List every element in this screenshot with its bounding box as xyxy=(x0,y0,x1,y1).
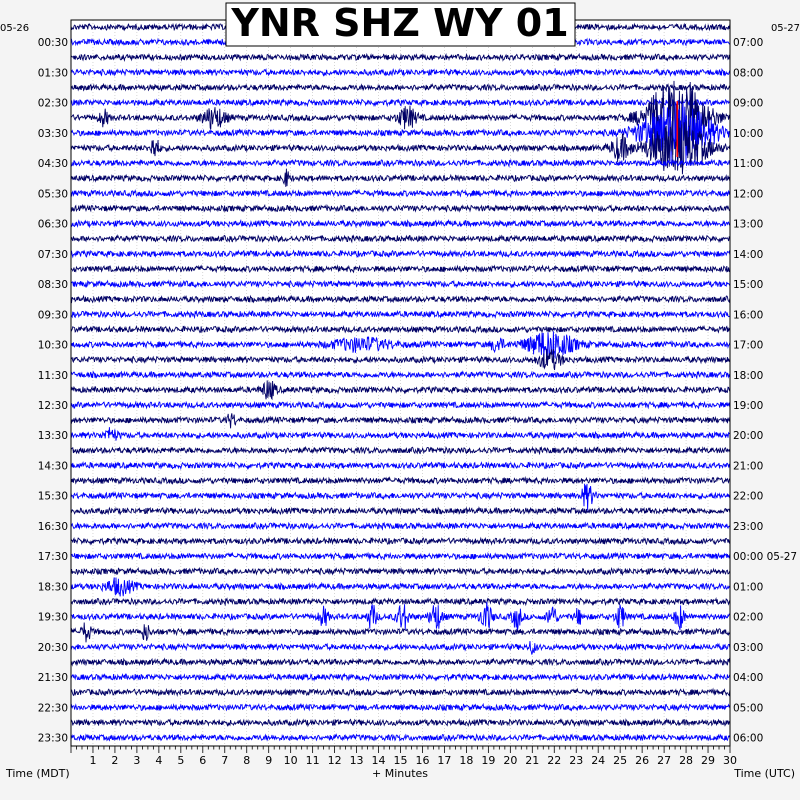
x-tick-label: 8 xyxy=(243,754,251,767)
x-tick-label: 10 xyxy=(283,754,298,767)
x-tick-label: 9 xyxy=(265,754,273,767)
right-time-label: 08:00 xyxy=(733,67,764,80)
left-time-label: 23:30 xyxy=(37,732,68,745)
x-tick-label: 29 xyxy=(701,754,716,767)
right-time-label: 06:00 xyxy=(733,732,764,745)
right-time-label: 19:00 xyxy=(733,400,764,412)
left-time-label: 16:30 xyxy=(37,520,68,533)
right-time-label: 23:00 xyxy=(733,520,764,533)
right-time-label: 11:00 xyxy=(733,158,764,171)
right-axis-title: Time (UTC) xyxy=(734,767,795,780)
x-tick-label: 15 xyxy=(393,754,408,767)
left-time-label: 01:30 xyxy=(37,67,68,80)
x-tick-label: 3 xyxy=(133,754,141,767)
x-tick-label: 14 xyxy=(371,754,386,767)
left-time-label: 03:30 xyxy=(37,127,68,140)
left-time-label: 14:30 xyxy=(37,460,68,473)
x-tick-label: 1 xyxy=(89,754,97,767)
left-time-label: 18:30 xyxy=(37,581,68,594)
right-time-label: 13:00 xyxy=(733,218,764,231)
x-tick-label: 13 xyxy=(349,754,364,767)
x-tick-label: 12 xyxy=(327,754,342,767)
left-axis-title: Time (MDT) xyxy=(6,767,70,780)
right-time-label: 22:00 xyxy=(733,490,764,503)
left-time-label: 11:30 xyxy=(37,369,68,382)
right-time-label: 02:00 xyxy=(733,611,764,624)
right-time-label: 07:00 xyxy=(733,37,764,50)
right-time-label: 18:00 xyxy=(733,369,764,382)
x-tick-label: 30 xyxy=(723,754,737,767)
right-time-label: 14:00 xyxy=(733,248,764,261)
x-tick-label: 22 xyxy=(547,754,562,767)
x-tick-label: 28 xyxy=(679,754,694,767)
left-time-label: 04:30 xyxy=(37,158,68,171)
left-time-label: 06:30 xyxy=(37,218,68,231)
x-tick-label: 26 xyxy=(635,754,650,767)
x-tick-label: 2 xyxy=(111,754,119,767)
left-time-label: 12:30 xyxy=(37,400,68,412)
x-tick-label: 18 xyxy=(459,754,474,767)
left-time-label: 13:30 xyxy=(37,430,68,443)
x-tick-label: 17 xyxy=(437,754,452,767)
left-time-label: 20:30 xyxy=(37,641,68,654)
right-time-label: 09:00 xyxy=(733,97,764,110)
right-time-label: 17:00 xyxy=(733,339,764,352)
left-date-label: 05-26 xyxy=(0,23,30,34)
left-time-label: 21:30 xyxy=(37,672,68,685)
right-time-label: 00:00 05-27 xyxy=(733,551,798,564)
x-tick-label: 25 xyxy=(613,754,628,767)
left-time-label: 02:30 xyxy=(37,97,68,110)
x-axis-title: + Minutes xyxy=(371,767,429,780)
left-time-label: 09:30 xyxy=(37,309,68,322)
right-time-label: 12:00 xyxy=(733,188,764,201)
right-time-label: 20:00 xyxy=(733,430,764,443)
left-time-label: 22:30 xyxy=(37,702,68,715)
right-date-label: 05-27 xyxy=(770,23,800,34)
x-tick-label: 20 xyxy=(503,754,518,767)
left-time-label: 19:30 xyxy=(37,611,68,624)
x-tick-label: 4 xyxy=(155,754,163,767)
right-time-label: 04:00 xyxy=(733,672,764,685)
x-tick-label: 6 xyxy=(199,754,207,767)
x-tick-label: 11 xyxy=(305,754,320,767)
right-time-label: 10:00 xyxy=(733,127,764,140)
x-tick-label: 7 xyxy=(221,754,229,767)
x-tick-label: 24 xyxy=(591,754,606,767)
right-time-label: 05:00 xyxy=(733,702,764,715)
x-tick-label: 19 xyxy=(481,754,496,767)
right-time-label: 03:00 xyxy=(733,641,764,654)
left-time-label: 17:30 xyxy=(37,551,68,564)
x-tick-label: 5 xyxy=(177,754,185,767)
right-time-label: 21:00 xyxy=(733,460,764,473)
chart-title: YNR SHZ WY 01 xyxy=(231,1,569,45)
x-tick-label: 27 xyxy=(657,754,672,767)
right-time-label: 01:00 xyxy=(733,581,764,594)
left-time-label: 05:30 xyxy=(37,188,68,201)
x-tick-label: 23 xyxy=(569,754,584,767)
right-time-label: 15:00 xyxy=(733,279,764,292)
left-time-label: 15:30 xyxy=(37,490,68,503)
left-time-label: 00:30 xyxy=(37,37,68,50)
left-time-label: 07:30 xyxy=(37,248,68,261)
left-time-label: 10:30 xyxy=(37,339,68,352)
right-time-label: 16:00 xyxy=(733,309,764,322)
left-time-label: 08:30 xyxy=(37,279,68,292)
x-tick-label: 21 xyxy=(525,754,540,767)
x-tick-label: 16 xyxy=(415,754,430,767)
